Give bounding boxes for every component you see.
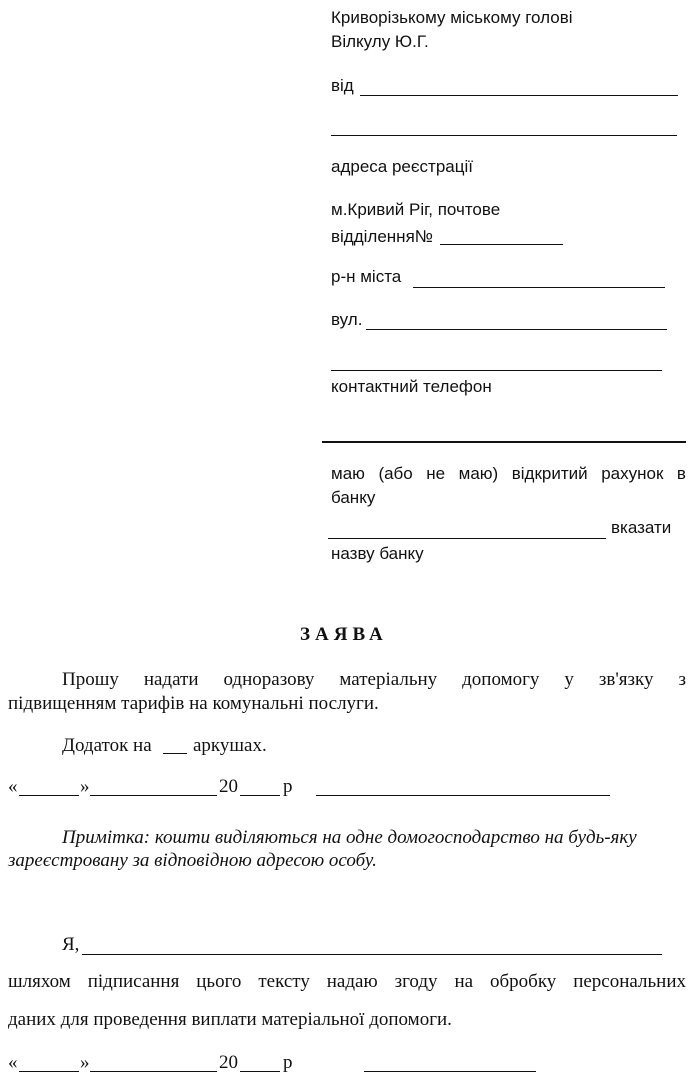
- addressee-name: Вілкулу Ю.Г.: [331, 32, 429, 51]
- bank-label: банку: [331, 488, 376, 507]
- word: у: [564, 669, 574, 690]
- district-line[interactable]: [413, 287, 665, 288]
- date-day-line[interactable]: [19, 795, 79, 796]
- word: Прошу: [62, 669, 119, 690]
- word: цього: [196, 971, 242, 992]
- word: шляхом: [8, 971, 71, 992]
- word: маю: [331, 464, 365, 483]
- word: зв'язку: [598, 669, 654, 690]
- note-line1: Примітка: кошти виділяються на одне домогосподарство на будь-яку: [62, 827, 637, 848]
- word: не: [426, 464, 446, 483]
- word: (або: [378, 464, 413, 483]
- word: персональних: [573, 971, 686, 992]
- signature2-line[interactable]: [364, 1071, 536, 1072]
- word: обробку: [489, 971, 557, 992]
- word: рахунок: [601, 464, 664, 483]
- consent-name-line[interactable]: [82, 954, 662, 955]
- note-line2: зареєстровану за відповідною адресою особу.: [8, 850, 377, 871]
- street-label: вул.: [331, 310, 363, 329]
- signature-line[interactable]: [316, 795, 610, 796]
- date-month-line[interactable]: [90, 795, 217, 796]
- year-suffix: р: [283, 776, 293, 797]
- year2-prefix: 20: [219, 1052, 238, 1073]
- date-year-line[interactable]: [240, 795, 280, 796]
- word: одноразову: [223, 669, 315, 690]
- document-title: ЗАЯВА: [300, 624, 388, 645]
- registration-address-label: адреса реєстрації: [331, 157, 473, 176]
- street-line[interactable]: [366, 329, 667, 330]
- addressee-title: Криворізькому міському голові: [331, 8, 573, 27]
- word: надати: [143, 669, 199, 690]
- date2-month-line[interactable]: [90, 1071, 217, 1072]
- date2-year-line[interactable]: [240, 1071, 280, 1072]
- post-office-number-line[interactable]: [440, 244, 563, 245]
- word: в: [676, 464, 686, 483]
- attachment-prefix: Додаток на: [62, 735, 152, 756]
- phone-line[interactable]: [322, 441, 686, 443]
- word: підписання: [87, 971, 180, 992]
- year2-suffix: р: [283, 1052, 293, 1073]
- word: надаю: [326, 971, 378, 992]
- from-name-line-2[interactable]: [331, 135, 677, 136]
- bank-name-line[interactable]: [328, 538, 606, 539]
- request-text-line1: [62, 670, 686, 689]
- from-label: від: [331, 76, 354, 95]
- word: з: [678, 669, 686, 690]
- street-line-2[interactable]: [331, 370, 662, 371]
- word: тексту: [258, 971, 310, 992]
- post-office-label: відділення№: [331, 227, 434, 246]
- consent-prefix: Я,: [62, 934, 80, 955]
- district-label: р-н міста: [331, 267, 402, 286]
- phone-label: контактний телефон: [331, 377, 492, 396]
- attachment-pages-line[interactable]: [163, 753, 187, 754]
- word: матеріальну: [339, 669, 438, 690]
- date-open-quote: «: [8, 776, 18, 797]
- word: маю): [458, 464, 499, 483]
- attachment-suffix: аркушах.: [193, 735, 267, 756]
- word: відкритий: [511, 464, 588, 483]
- request-text-line2: підвищенням тарифів на комунальні послуги.: [8, 693, 379, 714]
- date-close-quote: »: [80, 776, 90, 797]
- date2-day-line[interactable]: [19, 1071, 79, 1072]
- date2-close-quote: »: [80, 1052, 90, 1073]
- from-name-line[interactable]: [360, 95, 678, 96]
- consent-text-line2: даних для проведення виплати матеріальної допомоги.: [8, 1009, 452, 1030]
- word: допомогу: [462, 669, 540, 690]
- word: на: [454, 971, 474, 992]
- city-label: м.Кривий Ріг, почтове: [331, 200, 501, 219]
- bank-account-statement: [331, 465, 686, 482]
- word: згоду: [394, 971, 438, 992]
- year-prefix: 20: [219, 776, 238, 797]
- consent-text-line1: [8, 972, 686, 991]
- date2-open-quote: «: [8, 1052, 18, 1073]
- bank-name-hint-2: назву банку: [331, 544, 424, 563]
- bank-name-hint: вказати: [611, 518, 672, 537]
